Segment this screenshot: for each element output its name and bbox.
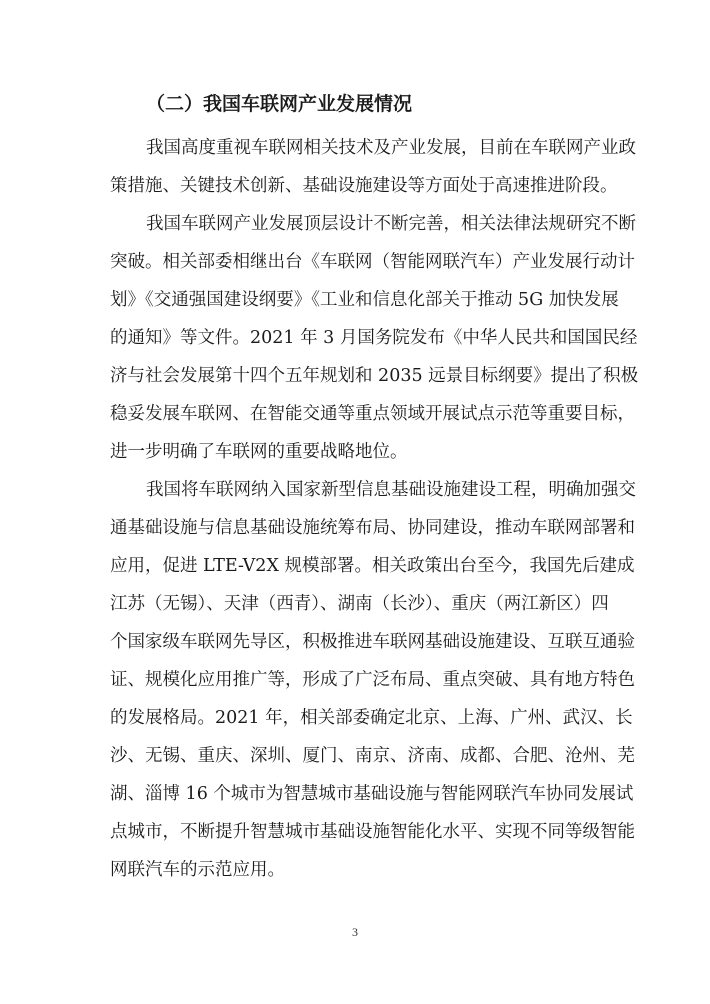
paragraph-line: 突破。相关部委相继出台《车联网（智能网联汽车）产业发展行动计 xyxy=(110,252,635,272)
paragraph-line: 江苏（无锡）、天津（西青）、湖南（长沙）、重庆（两江新区）四 xyxy=(110,594,609,614)
paragraph-line: 稳妥发展车联网、在智能交通等重点领域开展试点示范等重要目标， xyxy=(110,404,635,424)
paragraph-line: 济与社会发展第十四个五年规划和 2035 远景目标纲要》提出了积极 xyxy=(110,366,639,386)
paragraph-line: 个国家级车联网先导区，积极推进车联网基础设施建设、互联互通验 xyxy=(110,632,635,652)
paragraph-line: 进一步明确了车联网的重要战略地位。 xyxy=(110,442,408,462)
paragraph-line: 应用，促进 LTE-V2X 规模部署。相关政策出台至今，我国先后建成 xyxy=(110,556,635,576)
paragraph-line: 策措施、关键技术创新、基础设施建设等方面处于高速推进阶段。 xyxy=(110,176,618,196)
paragraph-line: 我国车联网产业发展顶层设计不断完善，相关法律法规研究不断 xyxy=(146,214,636,234)
page-number: 3 xyxy=(352,925,358,939)
paragraph-line: 证、规模化应用推广等，形成了广泛布局、重点突破、具有地方特色 xyxy=(110,670,635,690)
paragraph-line: 湖、淄博 16 个城市为智慧城市基础设施与智能网联汽车协同发展试 xyxy=(110,784,634,804)
paragraph-line: 网联汽车的示范应用。 xyxy=(110,860,285,880)
paragraph-line: 的发展格局。2021 年，相关部委确定北京、上海、广州、武汉、长 xyxy=(110,708,633,728)
paragraph-line: 我国将车联网纳入国家新型信息基础设施建设工程，明确加强交 xyxy=(146,480,636,500)
paragraph-line: 划》《交通强国建设纲要》《工业和信息化部关于推动 5G 加快发展 xyxy=(110,290,619,310)
paragraph-line: 通基础设施与信息基础设施统筹布局、协同建设，推动车联网部署和 xyxy=(110,518,635,538)
paragraph-line: 沙、无锡、重庆、深圳、厦门、南京、济南、成都、合肥、沧州、芜 xyxy=(110,746,635,766)
paragraph-line: 我国高度重视车联网相关技术及产业发展，目前在车联网产业政 xyxy=(146,138,636,158)
section-heading: （二）我国车联网产业发展情况 xyxy=(146,93,413,115)
paragraph-line: 的通知》等文件。2021 年 3 月国务院发布《中华人民共和国国民经 xyxy=(110,328,638,348)
paragraph-line: 点城市，不断提升智慧城市基础设施智能化水平、实现不同等级智能 xyxy=(110,822,635,842)
